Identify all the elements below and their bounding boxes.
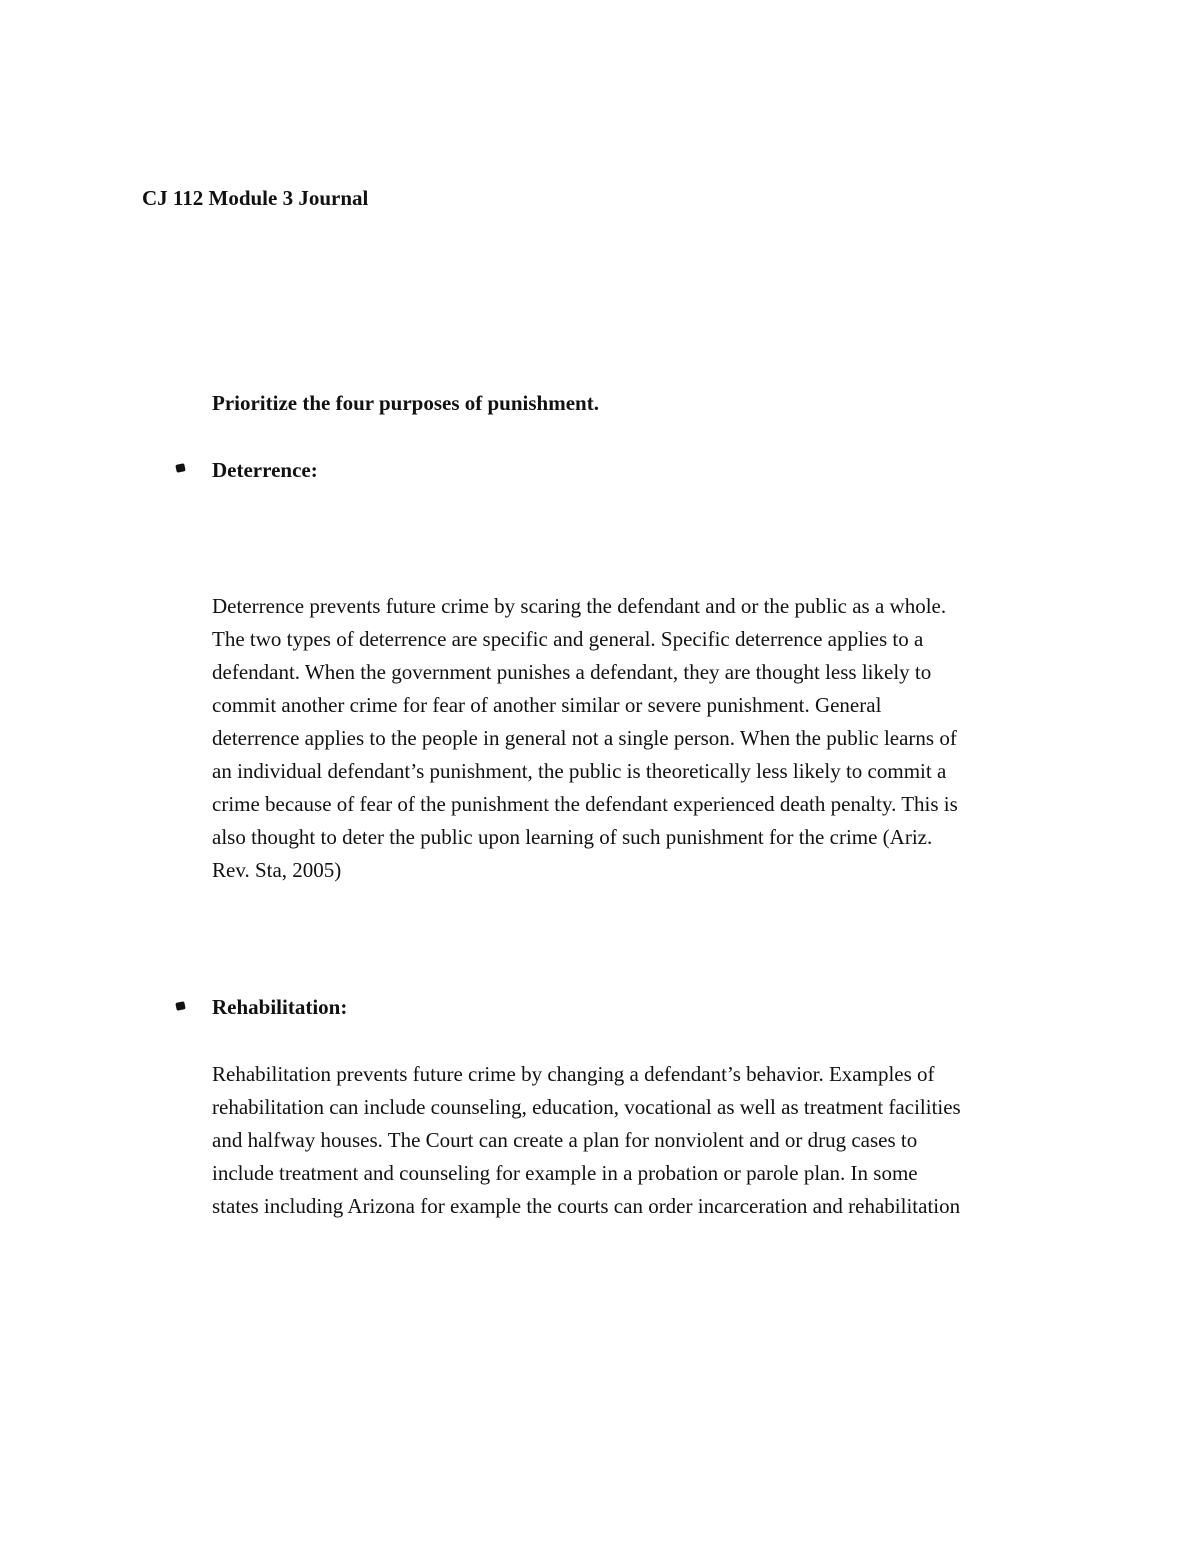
paragraph-line: Rehabilitation prevents future crime by changing a defendant’s behavior. Examples of: [212, 1062, 935, 1086]
section-heading-rehabilitation: Rehabilitation:: [212, 995, 348, 1019]
paragraph-line: rehabilitation can include counseling, education, vocational as well as treatment facilities: [212, 1095, 961, 1119]
paragraph-line: defendant. When the government punishes a defendant, they are thought less likely to: [212, 660, 932, 684]
bullet-icon: [175, 1001, 185, 1011]
paragraph-line: include treatment and counseling for example in a probation or parole plan. In some: [212, 1161, 918, 1185]
paragraph-line: The two types of deterrence are specific and general. Specific deterrence applies to a: [212, 627, 924, 651]
paragraph-line: Rev. Sta, 2005): [212, 858, 342, 882]
section-heading-deterrence: Deterrence:: [212, 458, 318, 482]
bullet-icon: [175, 463, 185, 473]
assignment-prompt: Prioritize the four purposes of punishment.: [212, 391, 599, 415]
paragraph-line: deterrence applies to the people in general not a single person. When the public learns of: [212, 726, 957, 750]
paragraph-line: and halfway houses. The Court can create a plan for nonviolent and or drug cases to: [212, 1128, 918, 1152]
paragraph-line: an individual defendant’s punishment, the public is theoretically less likely to commit a: [212, 759, 947, 783]
paragraph-line: commit another crime for fear of another similar or severe punishment. General: [212, 693, 882, 717]
paragraph-line: crime because of fear of the punishment the defendant experienced death penalty. This is: [212, 792, 958, 816]
document-title: CJ 112 Module 3 Journal: [142, 186, 369, 210]
paragraph-line: also thought to deter the public upon learning of such punishment for the crime (Ariz.: [212, 825, 933, 849]
paragraph-line: Deterrence prevents future crime by scaring the defendant and or the public as a whole.: [212, 594, 947, 618]
paragraph-line: states including Arizona for example the courts can order incarceration and rehabilitation: [212, 1194, 961, 1218]
